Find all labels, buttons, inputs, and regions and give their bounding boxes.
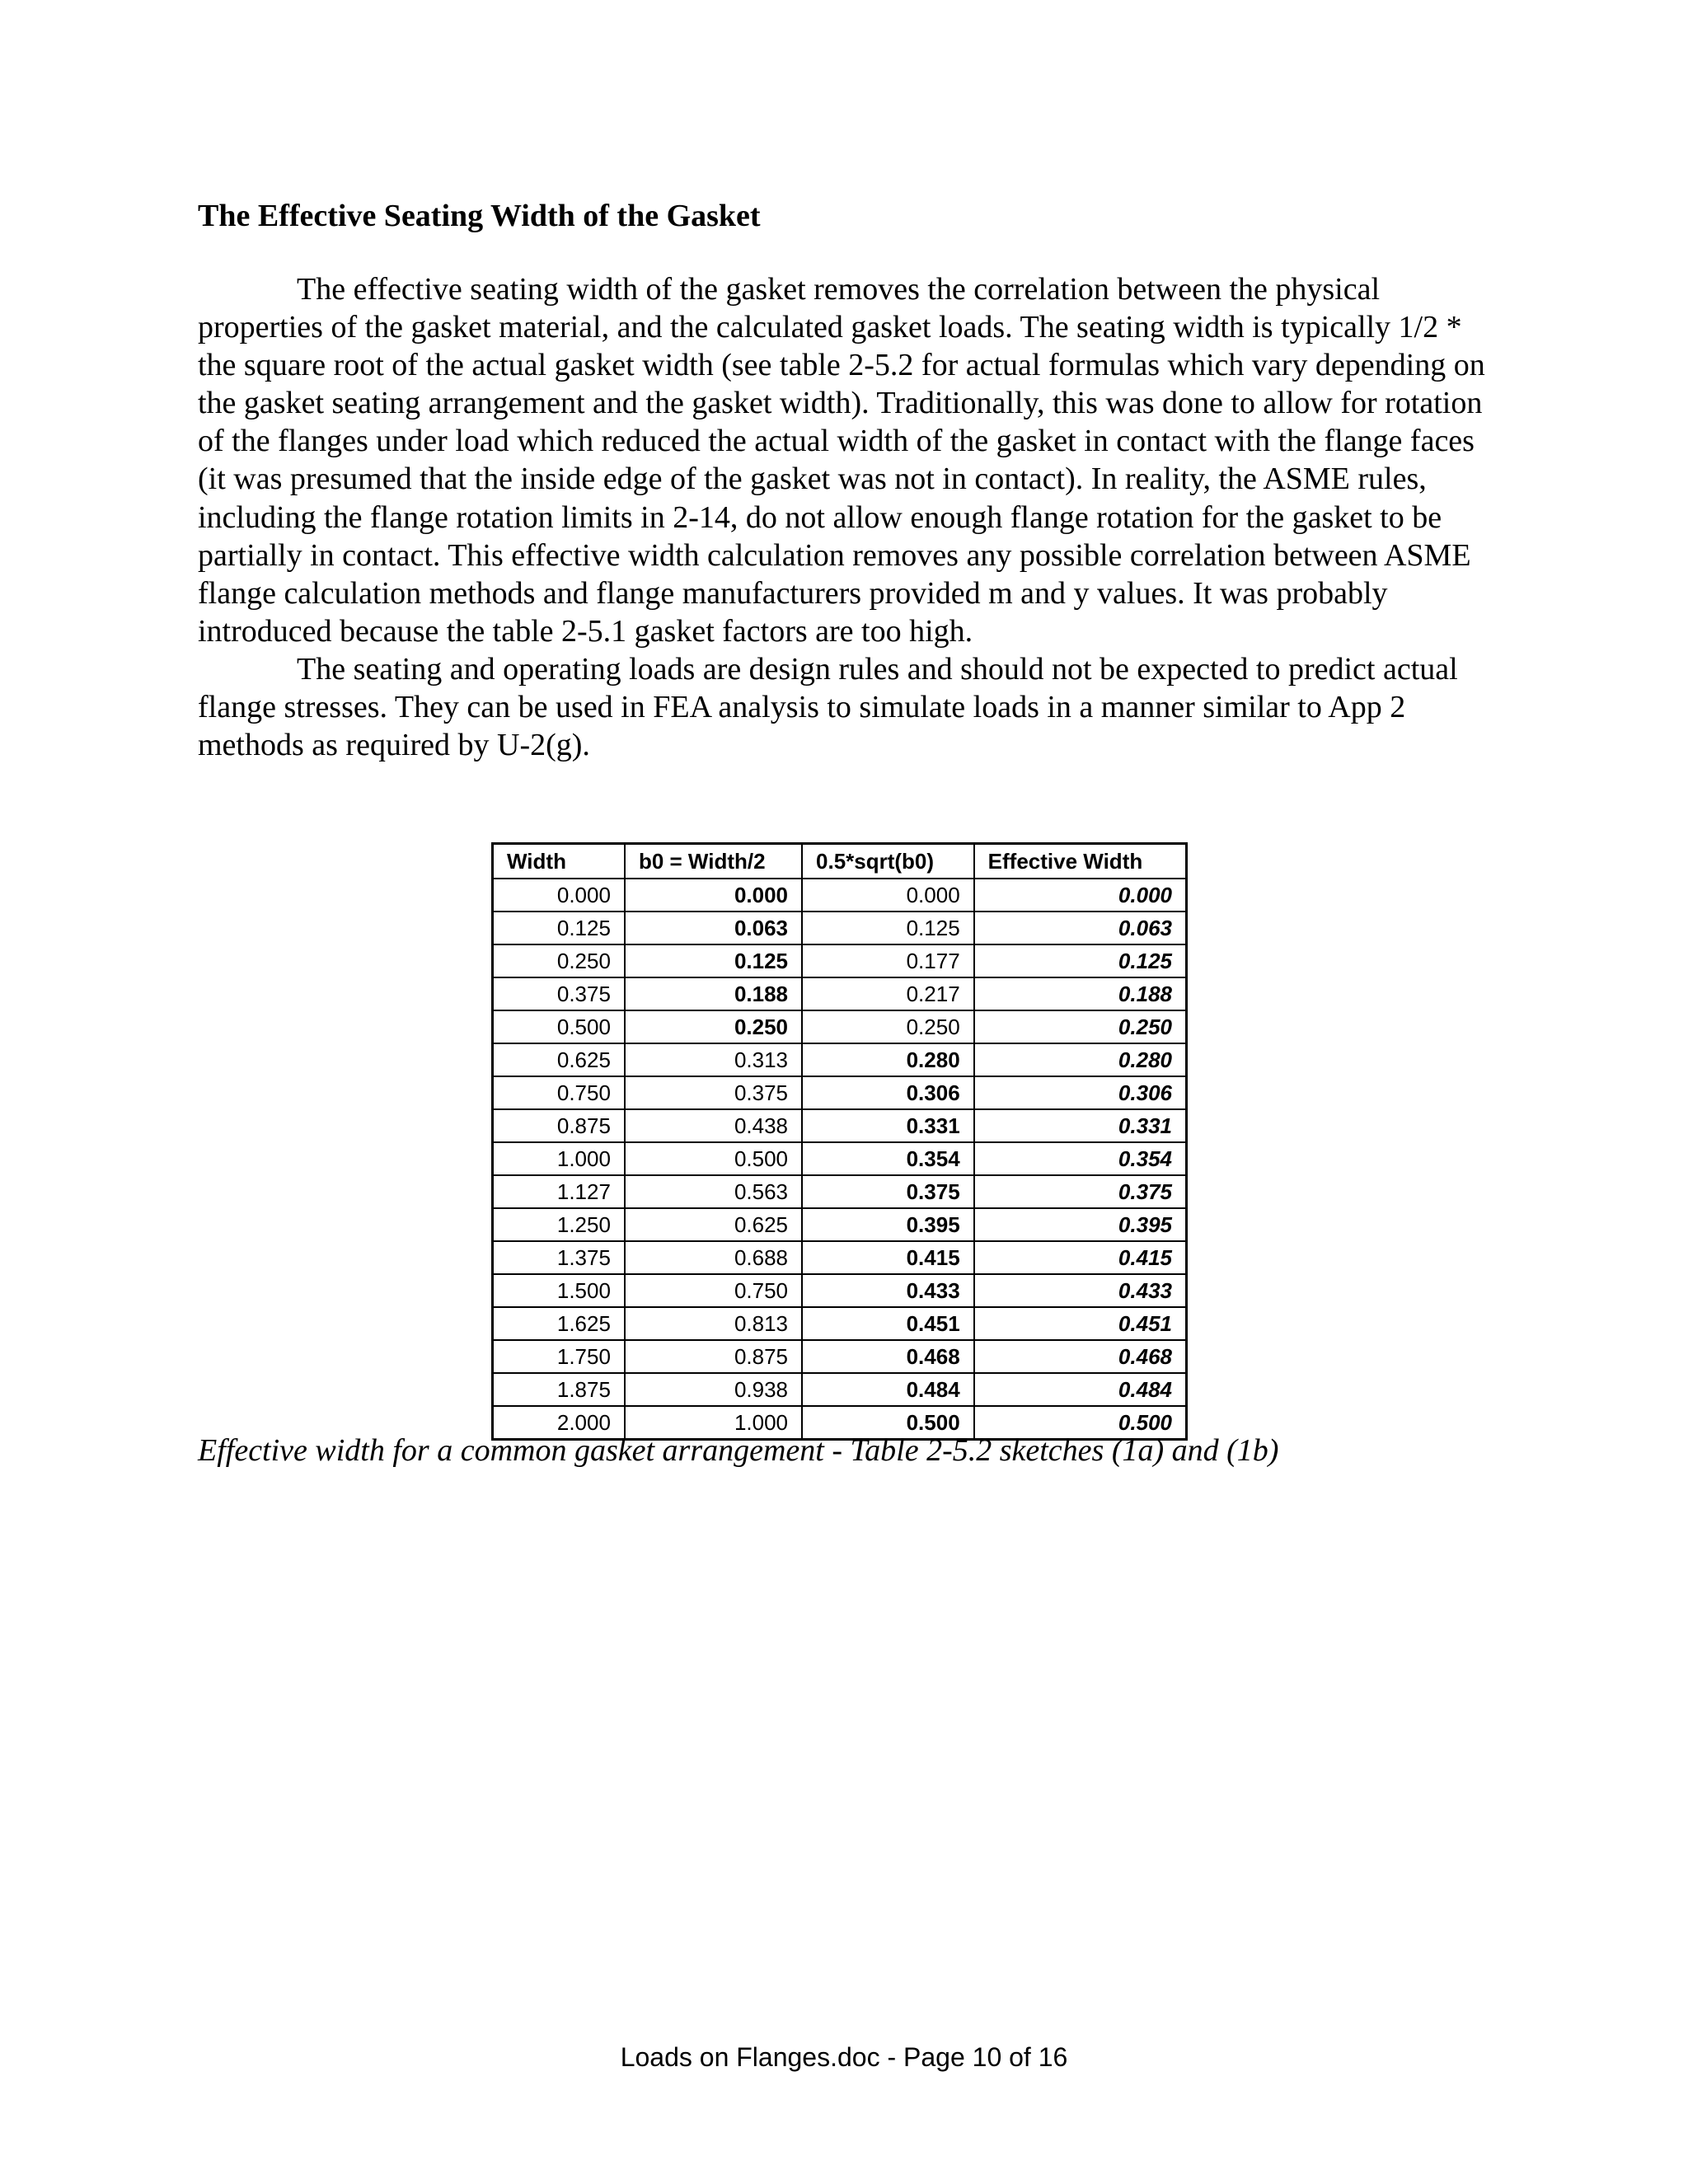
- cell-sqrt: 0.280: [802, 1043, 974, 1076]
- cell-sqrt: 0.250: [802, 1010, 974, 1043]
- cell-sqrt: 0.433: [802, 1274, 974, 1307]
- cell-sqrt: 0.395: [802, 1208, 974, 1241]
- table-row: [493, 1274, 1187, 1307]
- cell-b0: 0.063: [625, 912, 802, 944]
- table-body: [493, 879, 1187, 1440]
- cell-effective-width: 0.354: [974, 1142, 1187, 1175]
- cell-width: 0.000: [493, 879, 625, 912]
- cell-effective-width: 0.306: [974, 1076, 1187, 1109]
- table-row: [493, 1043, 1187, 1076]
- cell-sqrt: 0.500: [802, 1406, 974, 1440]
- column-header-b0: b0 = Width/2: [625, 844, 802, 879]
- cell-sqrt: 0.484: [802, 1373, 974, 1406]
- cell-sqrt: 0.306: [802, 1076, 974, 1109]
- cell-width: 1.000: [493, 1142, 625, 1175]
- cell-effective-width: 0.063: [974, 912, 1187, 944]
- effective-width-table: [491, 842, 1188, 1441]
- cell-sqrt: 0.354: [802, 1142, 974, 1175]
- cell-effective-width: 0.188: [974, 977, 1187, 1010]
- cell-b0: 0.000: [625, 879, 802, 912]
- table-row: [493, 1109, 1187, 1142]
- cell-b0: 0.438: [625, 1109, 802, 1142]
- cell-width: 1.250: [493, 1208, 625, 1241]
- column-header-width: Width: [493, 844, 625, 879]
- cell-sqrt: 0.000: [802, 879, 974, 912]
- table-row: [493, 912, 1187, 944]
- cell-effective-width: 0.451: [974, 1307, 1187, 1340]
- table-row: [493, 879, 1187, 912]
- cell-effective-width: 0.250: [974, 1010, 1187, 1043]
- paragraph: The effective seating width of the gasket removes the correlation between the physical properties of the gasket material, and the calculated gasket loads. The seating width is typically 1/2 * the square root of the actual gasket width (see table 2-5.2 for actual formulas which vary depending on the gasket seating arrangement and the gasket width). Traditionally, this was done to allow for rotation of the flanges under load which reduced the actual width of the gasket in contact with the flange faces (it was presumed that the inside edge of the gasket was not in contact). In reality, the ASME rules, including the flange rotation limits in 2-14, do not allow enough flange rotation for the gasket to be partially in contact. This effective width calculation removes any possible correlation between ASME flange calculation methods and flange manufacturers provided m and y values. It was probably introduced because the table 2-5.1 gasket factors are too high.: [198, 272, 1485, 649]
- table-row: [493, 1175, 1187, 1208]
- cell-b0: 0.750: [625, 1274, 802, 1307]
- cell-effective-width: 0.000: [974, 879, 1187, 912]
- cell-effective-width: 0.433: [974, 1274, 1187, 1307]
- cell-width: 0.625: [493, 1043, 625, 1076]
- cell-sqrt: 0.468: [802, 1340, 974, 1373]
- paragraph: The seating and operating loads are design rules and should not be expected to predict actual flange stresses. They can be used in FEA analysis to simulate loads in a manner similar to App 2 methods as required by U-2(g).: [198, 651, 1458, 763]
- cell-effective-width: 0.468: [974, 1340, 1187, 1373]
- table-caption: Effective width for a common gasket arrangement - Table 2-5.2 sketches (1a) and (1b): [198, 1433, 1279, 1468]
- cell-b0: 0.813: [625, 1307, 802, 1340]
- section-heading: The Effective Seating Width of the Gasket: [198, 199, 761, 233]
- cell-width: 1.625: [493, 1307, 625, 1340]
- table-row: [493, 1208, 1187, 1241]
- table-row: [493, 1010, 1187, 1043]
- table-row: [493, 1340, 1187, 1373]
- table-row: [493, 1373, 1187, 1406]
- cell-b0: 0.563: [625, 1175, 802, 1208]
- cell-effective-width: 0.395: [974, 1208, 1187, 1241]
- cell-b0: 0.875: [625, 1340, 802, 1373]
- cell-b0: 0.625: [625, 1208, 802, 1241]
- table-row: [493, 944, 1187, 977]
- cell-effective-width: 0.500: [974, 1406, 1187, 1440]
- table-header-row: [493, 844, 1187, 879]
- cell-effective-width: 0.375: [974, 1175, 1187, 1208]
- column-header-sqrt: 0.5*sqrt(b0): [802, 844, 974, 879]
- cell-width: 1.375: [493, 1241, 625, 1274]
- cell-sqrt: 0.177: [802, 944, 974, 977]
- table-row: [493, 1076, 1187, 1109]
- cell-width: 0.125: [493, 912, 625, 944]
- cell-b0: 1.000: [625, 1406, 802, 1440]
- cell-b0: 0.188: [625, 977, 802, 1010]
- cell-effective-width: 0.331: [974, 1109, 1187, 1142]
- cell-b0: 0.313: [625, 1043, 802, 1076]
- cell-b0: 0.938: [625, 1373, 802, 1406]
- cell-effective-width: 0.415: [974, 1241, 1187, 1274]
- cell-b0: 0.500: [625, 1142, 802, 1175]
- cell-width: 0.375: [493, 977, 625, 1010]
- cell-width: 1.127: [493, 1175, 625, 1208]
- cell-width: 0.250: [493, 944, 625, 977]
- cell-width: 2.000: [493, 1406, 625, 1440]
- cell-sqrt: 0.375: [802, 1175, 974, 1208]
- cell-sqrt: 0.451: [802, 1307, 974, 1340]
- table-row: [493, 1307, 1187, 1340]
- cell-sqrt: 0.125: [802, 912, 974, 944]
- cell-width: 0.500: [493, 1010, 625, 1043]
- cell-b0: 0.375: [625, 1076, 802, 1109]
- cell-width: 1.875: [493, 1373, 625, 1406]
- cell-width: 1.500: [493, 1274, 625, 1307]
- cell-b0: 0.125: [625, 944, 802, 977]
- cell-width: 1.750: [493, 1340, 625, 1373]
- cell-width: 0.750: [493, 1076, 625, 1109]
- cell-sqrt: 0.415: [802, 1241, 974, 1274]
- cell-b0: 0.250: [625, 1010, 802, 1043]
- cell-effective-width: 0.280: [974, 1043, 1187, 1076]
- cell-effective-width: 0.484: [974, 1373, 1187, 1406]
- cell-sqrt: 0.217: [802, 977, 974, 1010]
- table-row: [493, 1142, 1187, 1175]
- body-text: [198, 270, 1504, 764]
- cell-sqrt: 0.331: [802, 1109, 974, 1142]
- column-header-effective-width: Effective Width: [974, 844, 1187, 879]
- cell-width: 0.875: [493, 1109, 625, 1142]
- cell-b0: 0.688: [625, 1241, 802, 1274]
- cell-effective-width: 0.125: [974, 944, 1187, 977]
- table-row: [493, 977, 1187, 1010]
- page-footer: Loads on Flanges.doc - Page 10 of 16: [620, 2042, 1068, 2072]
- table-row: [493, 1241, 1187, 1274]
